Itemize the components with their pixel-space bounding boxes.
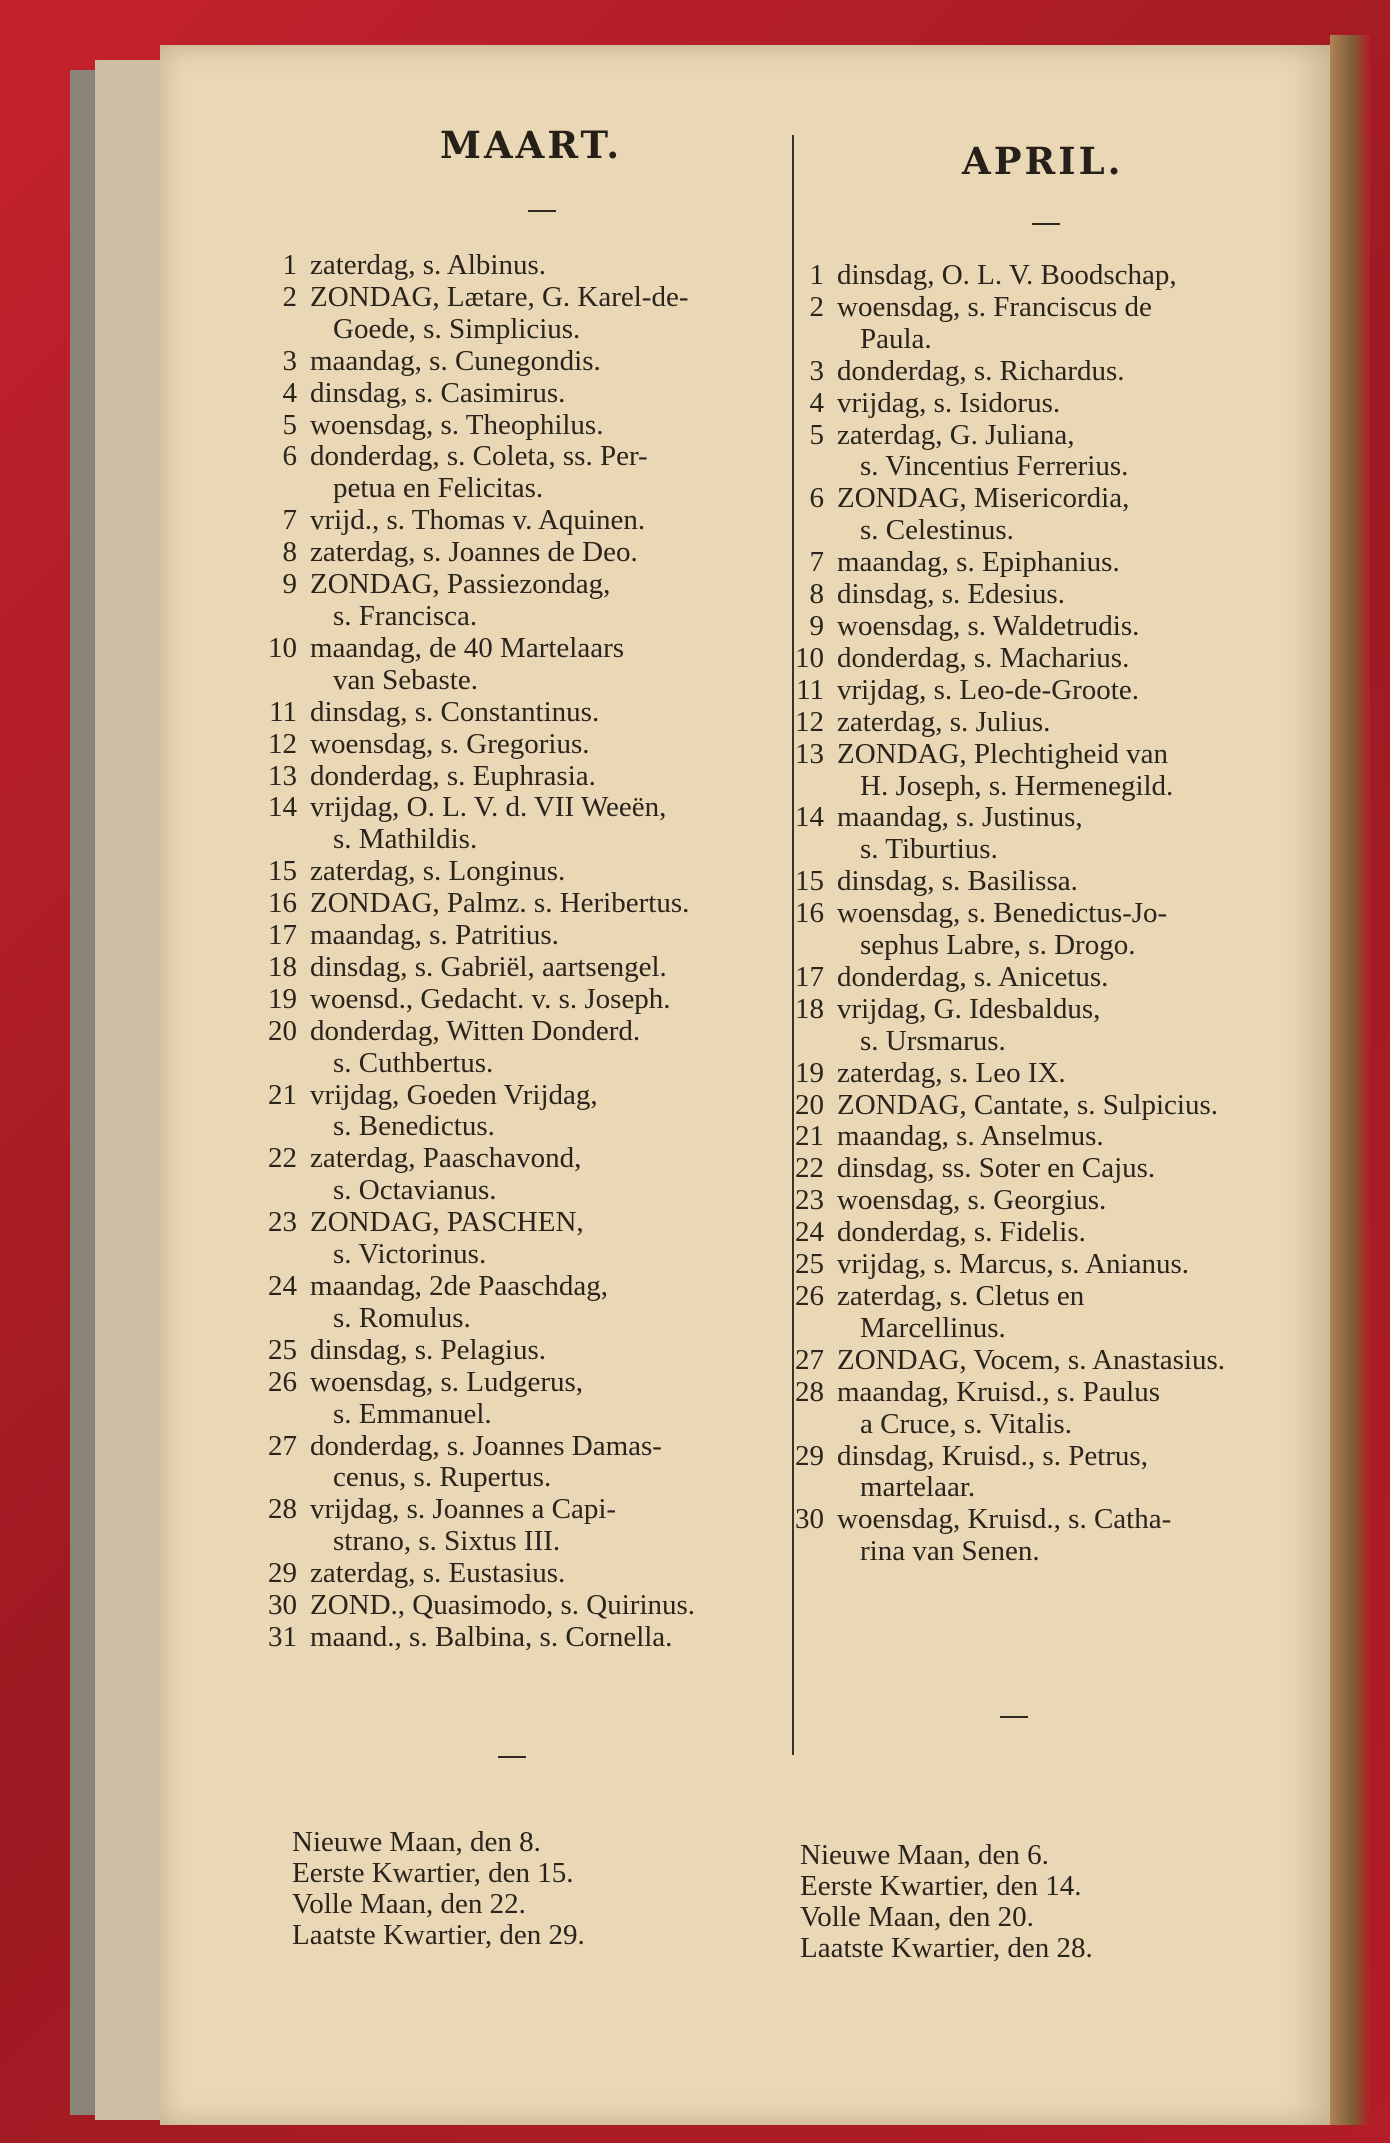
calendar-entry	[255, 633, 815, 697]
day-number: 4	[809, 386, 824, 419]
day-number: 13	[268, 759, 297, 792]
day-number: 3	[282, 344, 297, 377]
calendar-entry	[255, 1335, 815, 1367]
entry-continuation: s. Mathildis.	[333, 823, 478, 856]
day-number: 1	[282, 249, 297, 281]
day-number: 17	[268, 919, 297, 952]
calendar-entry	[255, 250, 815, 282]
moon-phase-line: Eerste Kwartier, den 15.	[292, 1857, 574, 1889]
calendar-entry	[782, 898, 1302, 962]
day-number: 28	[268, 1493, 297, 1526]
entry-continuation: s. Victorinus.	[333, 1238, 487, 1271]
entry-text: donderdag, s. Macharius.	[837, 641, 1130, 674]
calendar-entry	[782, 420, 1302, 484]
entry-text: ZONDAG, Lætare, G. Karel-de-	[310, 280, 689, 313]
day-number: 23	[268, 1206, 297, 1239]
calendar-entry	[255, 1494, 815, 1558]
calendar-entry	[255, 378, 815, 410]
calendar-entry	[782, 1217, 1302, 1249]
entry-text: vrijd., s. Thomas v. Aquinen.	[310, 504, 646, 537]
moon-phase-line: Volle Maan, den 20.	[800, 1901, 1034, 1933]
entry-text: maandag, de 40 Martelaars	[310, 631, 625, 664]
calendar-entry	[782, 739, 1302, 803]
maart-entries	[255, 250, 815, 1654]
entry-text: zaterdag, s. Albinus.	[310, 249, 546, 281]
calendar-entry	[782, 962, 1302, 994]
day-number: 28	[795, 1375, 824, 1408]
entry-continuation: van Sebaste.	[333, 663, 478, 696]
moon-phase-line: Nieuwe Maan, den 8.	[292, 1826, 541, 1858]
calendar-entry	[255, 984, 815, 1016]
entry-text: maandag, s. Anselmus.	[837, 1120, 1104, 1153]
entry-continuation: s. Tiburtius.	[860, 833, 998, 866]
day-number: 16	[268, 887, 297, 920]
entry-continuation: rina van Senen.	[860, 1535, 1040, 1568]
calendar-entry	[782, 675, 1302, 707]
entry-text: vrijdag, Goeden Vrijdag,	[310, 1078, 598, 1111]
day-number: 20	[268, 1014, 297, 1047]
entry-text: zaterdag, G. Juliana,	[837, 418, 1075, 451]
day-number: 26	[268, 1365, 297, 1398]
day-number: 1	[809, 259, 824, 291]
calendar-entry	[782, 866, 1302, 898]
entry-text: donderdag, s. Joannes Damas-	[310, 1429, 662, 1462]
entry-text: dinsdag, s. Gabriël, aartsengel.	[310, 950, 667, 983]
day-number: 8	[282, 536, 297, 569]
calendar-entry	[255, 888, 815, 920]
entry-continuation: strano, s. Sixtus III.	[333, 1525, 561, 1558]
entry-text: zaterdag, s. Cletus en	[837, 1280, 1085, 1312]
entry-text: dinsdag, ss. Soter en Cajus.	[837, 1152, 1156, 1185]
calendar-entry	[782, 707, 1302, 739]
day-number: 17	[795, 960, 824, 993]
entry-continuation: Paula.	[860, 322, 932, 355]
calendar-entry	[782, 1090, 1302, 1122]
calendar-entry	[255, 537, 815, 569]
calendar-entry	[255, 697, 815, 729]
calendar-entry	[782, 260, 1302, 292]
day-number: 13	[795, 737, 824, 770]
calendar-entry	[255, 1367, 815, 1431]
title-rule-april	[1032, 223, 1060, 225]
calendar-entry	[255, 952, 815, 984]
entry-continuation: s. Octavianus.	[333, 1174, 497, 1207]
entry-text: zaterdag, s. Joannes de Deo.	[310, 536, 638, 569]
entry-text: zaterdag, s. Longinus.	[310, 855, 566, 888]
day-number: 20	[795, 1088, 824, 1121]
calendar-entry	[782, 1504, 1302, 1568]
day-number: 15	[795, 865, 824, 898]
calendar-entry	[782, 802, 1302, 866]
entry-text: zaterdag, s. Leo IX.	[837, 1056, 1066, 1089]
day-number: 12	[795, 705, 824, 738]
entry-text: donderdag, s. Coleta, ss. Per-	[310, 440, 648, 473]
calendar-entry	[782, 547, 1302, 579]
section-rule-april	[1000, 1716, 1028, 1718]
entry-text: donderdag, s. Richardus.	[837, 354, 1125, 387]
calendar-entry	[255, 729, 815, 761]
calendar-entry	[782, 388, 1302, 420]
day-number: 14	[268, 791, 297, 824]
entry-text: woensdag, s. Waldetrudis.	[837, 609, 1140, 642]
entry-continuation: s. Cuthbertus.	[333, 1046, 494, 1079]
moon-phase-line: Volle Maan, den 22.	[292, 1888, 526, 1920]
entry-continuation: s. Francisca.	[333, 599, 478, 632]
entry-continuation: Marcellinus.	[860, 1311, 1006, 1344]
calendar-entry	[255, 761, 815, 793]
calendar-entry	[255, 920, 815, 952]
entry-continuation: s. Emmanuel.	[333, 1397, 492, 1430]
section-rule-maart	[498, 1756, 526, 1758]
day-number: 22	[268, 1142, 297, 1175]
entry-text: vrijdag, s. Isidorus.	[837, 386, 1061, 419]
calendar-entry	[782, 1121, 1302, 1153]
entry-text: dinsdag, s. Constantinus.	[310, 695, 600, 728]
entry-continuation: s. Ursmarus.	[860, 1024, 1006, 1057]
calendar-entry	[255, 1271, 815, 1335]
calendar-entry	[255, 1622, 815, 1654]
day-number: 4	[282, 376, 297, 409]
calendar-entry	[782, 1185, 1302, 1217]
entry-text: dinsdag, s. Edesius.	[837, 578, 1065, 611]
entry-text: dinsdag, s. Pelagius.	[310, 1333, 547, 1366]
calendar-entry	[782, 1441, 1302, 1505]
calendar-entry	[782, 292, 1302, 356]
calendar-entry	[782, 611, 1302, 643]
day-number: 15	[268, 855, 297, 888]
entry-text: zaterdag, s. Julius.	[837, 705, 1051, 738]
calendar-entry	[782, 579, 1302, 611]
day-number: 12	[268, 727, 297, 760]
entry-text: ZONDAG, PASCHEN,	[310, 1206, 584, 1239]
calendar-entry	[255, 346, 815, 378]
day-number: 2	[282, 280, 297, 313]
column-divider	[792, 135, 794, 1755]
day-number: 31	[268, 1620, 297, 1653]
moon-phase-line: Laatste Kwartier, den 29.	[292, 1919, 585, 1951]
calendar-entry	[255, 1080, 815, 1144]
day-number: 19	[795, 1056, 824, 1089]
entry-text: ZONDAG, Misericordia,	[837, 482, 1130, 515]
entry-text: dinsdag, s. Casimirus.	[310, 376, 566, 409]
entry-text: woensdag, Kruisd., s. Catha-	[837, 1503, 1172, 1536]
entry-text: donderdag, s. Anicetus.	[837, 960, 1109, 993]
day-number: 11	[269, 695, 297, 728]
entry-text: maand., s. Balbina, s. Cornella.	[310, 1620, 673, 1653]
calendar-entry	[255, 505, 815, 537]
day-number: 21	[268, 1078, 297, 1111]
entry-text: maandag, s. Justinus,	[837, 801, 1083, 834]
entry-text: ZOND., Quasimodo, s. Quirinus.	[310, 1589, 696, 1622]
entry-text: woensdag, s. Theophilus.	[310, 408, 604, 441]
day-number: 19	[268, 982, 297, 1015]
calendar-entry	[255, 410, 815, 442]
day-number: 21	[795, 1120, 824, 1153]
month-title-maart: MAART.	[440, 123, 623, 167]
entry-text: dinsdag, Kruisd., s. Petrus,	[837, 1439, 1148, 1472]
entry-text: woensdag, s. Ludgerus,	[310, 1365, 584, 1398]
calendar-entry	[782, 1249, 1302, 1281]
day-number: 8	[809, 578, 824, 611]
calendar-entry	[782, 643, 1302, 675]
day-number: 7	[282, 504, 297, 537]
day-number: 27	[268, 1429, 297, 1462]
entry-continuation: s. Vincentius Ferrerius.	[860, 450, 1129, 483]
day-number: 16	[795, 897, 824, 930]
day-number: 29	[268, 1557, 297, 1590]
day-number: 24	[795, 1216, 824, 1249]
calendar-entry	[255, 1143, 815, 1207]
day-number: 26	[795, 1280, 824, 1312]
entry-text: vrijdag, s. Leo-de-Groote.	[837, 673, 1139, 706]
entry-text: ZONDAG, Plechtigheid van	[837, 737, 1169, 770]
entry-text: ZONDAG, Passiezondag,	[310, 568, 611, 601]
calendar-entry	[255, 1016, 815, 1080]
day-number: 22	[795, 1152, 824, 1185]
day-number: 10	[795, 641, 824, 674]
entry-continuation: a Cruce, s. Vitalis.	[860, 1407, 1072, 1440]
day-number: 30	[795, 1503, 824, 1536]
day-number: 9	[282, 568, 297, 601]
entry-text: zaterdag, Paaschavond,	[310, 1142, 582, 1175]
entry-text: ZONDAG, Palmz. s. Heribertus.	[310, 887, 690, 920]
day-number: 24	[268, 1270, 297, 1302]
entry-text: maandag, s. Patritius.	[310, 919, 559, 952]
entry-text: donderdag, s. Fidelis.	[837, 1216, 1086, 1249]
calendar-entry	[255, 792, 815, 856]
entry-text: maandag, Kruisd., s. Paulus	[837, 1375, 1160, 1408]
day-number: 7	[809, 546, 824, 579]
entry-continuation: martelaar.	[860, 1471, 976, 1504]
calendar-entry	[782, 1377, 1302, 1441]
entry-text: vrijdag, s. Marcus, s. Anianus.	[837, 1248, 1189, 1281]
calendar-entry	[255, 1590, 815, 1622]
entry-continuation: cenus, s. Rupertus.	[333, 1461, 552, 1494]
day-number: 6	[809, 482, 824, 515]
entry-continuation: H. Joseph, s. Hermenegild.	[860, 769, 1174, 802]
day-number: 25	[268, 1333, 297, 1366]
calendar-entry	[782, 1281, 1302, 1345]
entry-text: woensdag, s. Franciscus de	[837, 290, 1152, 323]
calendar-entry	[782, 1345, 1302, 1377]
entry-text: maandag, s. Epiphanius.	[837, 546, 1120, 579]
calendar-entry	[255, 1207, 815, 1271]
moon-phase-line: Laatste Kwartier, den 28.	[800, 1932, 1093, 1964]
day-number: 10	[268, 631, 297, 664]
moon-phase-line: Eerste Kwartier, den 14.	[800, 1870, 1082, 1902]
entry-text: maandag, 2de Paaschdag,	[310, 1270, 608, 1302]
day-number: 11	[796, 673, 824, 706]
entry-text: dinsdag, s. Basilissa.	[837, 865, 1078, 898]
day-number: 25	[795, 1248, 824, 1281]
calendar-entry	[782, 483, 1302, 547]
day-number: 5	[282, 408, 297, 441]
page-edge	[1330, 35, 1370, 2125]
entry-text: zaterdag, s. Eustasius.	[310, 1557, 566, 1590]
calendar-entry	[255, 569, 815, 633]
entry-text: maandag, s. Cunegondis.	[310, 344, 601, 377]
calendar-entry	[255, 441, 815, 505]
entry-text: dinsdag, O. L. V. Boodschap,	[837, 259, 1177, 291]
day-number: 30	[268, 1589, 297, 1622]
entry-text: vrijdag, O. L. V. d. VII Weeën,	[310, 791, 667, 824]
calendar-entry	[255, 282, 815, 346]
calendar-entry	[782, 356, 1302, 388]
calendar-entry	[782, 1058, 1302, 1090]
day-number: 23	[795, 1184, 824, 1217]
day-number: 27	[795, 1343, 824, 1376]
entry-text: donderdag, s. Euphrasia.	[310, 759, 596, 792]
entry-continuation: s. Celestinus.	[860, 514, 1014, 547]
entry-continuation: sephus Labre, s. Drogo.	[860, 929, 1136, 962]
moon-phases-maart	[292, 1827, 585, 1951]
title-rule-maart	[528, 210, 556, 212]
day-number: 6	[282, 440, 297, 473]
entry-text: woensdag, s. Benedictus-Jo-	[837, 897, 1168, 930]
day-number: 3	[809, 354, 824, 387]
calendar-entry	[255, 856, 815, 888]
entry-text: woensd., Gedacht. v. s. Joseph.	[310, 982, 671, 1015]
entry-text: woensdag, s. Georgius.	[837, 1184, 1107, 1217]
entry-continuation: s. Benedictus.	[333, 1110, 495, 1143]
day-number: 14	[795, 801, 824, 834]
moon-phase-line: Nieuwe Maan, den 6.	[800, 1839, 1049, 1871]
calendar-page	[160, 45, 1330, 2125]
day-number: 18	[268, 950, 297, 983]
day-number: 2	[809, 290, 824, 323]
day-number: 29	[795, 1439, 824, 1472]
calendar-entry	[782, 994, 1302, 1058]
entry-text: ZONDAG, Vocem, s. Anastasius.	[837, 1343, 1226, 1376]
entry-text: woensdag, s. Gregorius.	[310, 727, 590, 760]
april-entries	[782, 260, 1302, 1568]
calendar-entry	[255, 1558, 815, 1590]
entry-continuation: petua en Felicitas.	[333, 472, 544, 505]
month-title-april: APRIL.	[962, 139, 1124, 183]
calendar-entry	[255, 1431, 815, 1495]
entry-continuation: s. Romulus.	[333, 1301, 471, 1334]
entry-text: vrijdag, G. Idesbaldus,	[837, 992, 1101, 1025]
entry-text: vrijdag, s. Joannes a Capi-	[310, 1493, 617, 1526]
entry-continuation: Goede, s. Simplicius.	[333, 312, 581, 345]
calendar-entry	[782, 1153, 1302, 1185]
day-number: 5	[809, 418, 824, 451]
entry-text: ZONDAG, Cantate, s. Sulpicius.	[837, 1088, 1218, 1121]
entry-text: donderdag, Witten Donderd.	[310, 1014, 641, 1047]
day-number: 9	[809, 609, 824, 642]
moon-phases-april	[800, 1840, 1093, 1964]
day-number: 18	[795, 992, 824, 1025]
